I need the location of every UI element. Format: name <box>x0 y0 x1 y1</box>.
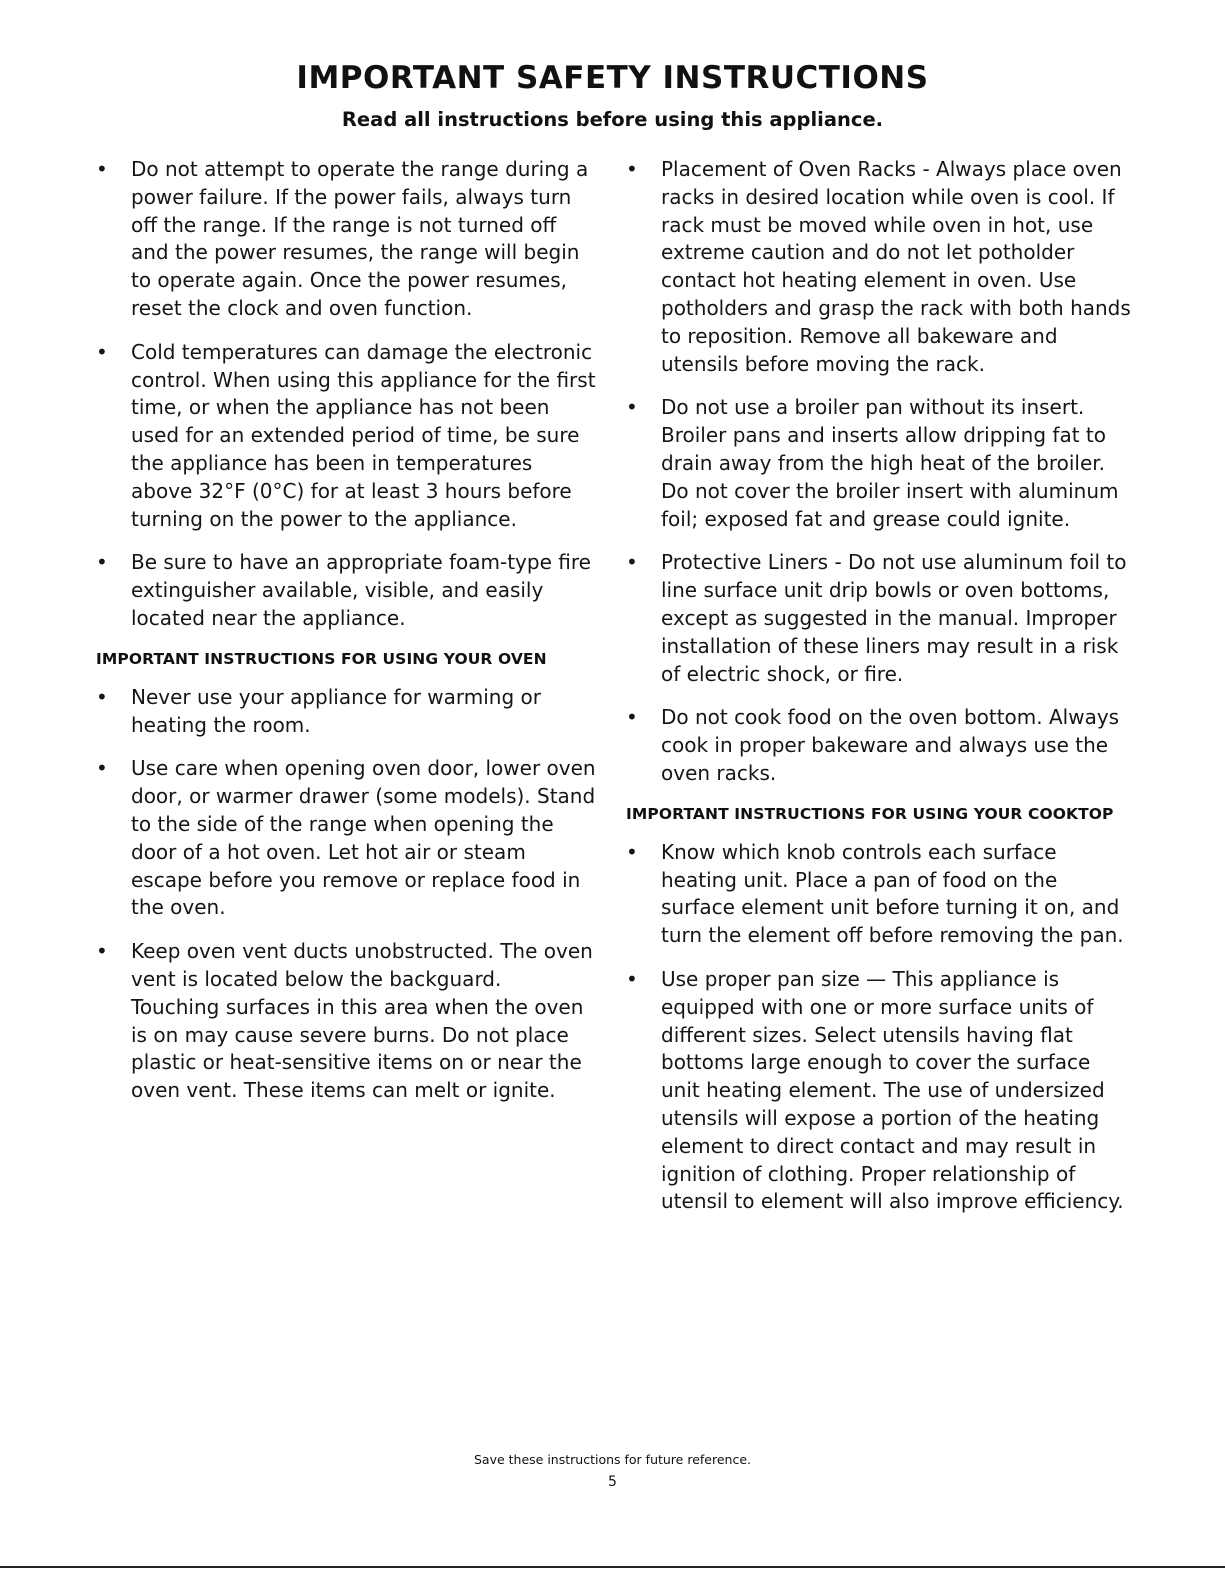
section-heading-cooktop: IMPORTANT INSTRUCTIONS FOR USING YOUR COOKTOP <box>626 804 1114 823</box>
page-subtitle: Read all instructions before using this appliance. <box>341 108 884 131</box>
bullet-icon: • <box>626 550 638 575</box>
list-item <box>626 966 1131 1216</box>
bullet-text: Never use your appliance for warming or heating the room. <box>131 684 541 737</box>
list-item <box>626 549 1131 688</box>
list-item <box>626 704 1131 787</box>
list-item <box>626 394 1131 533</box>
bullet-text: Use proper pan size — This appliance is equipped with one or more surface units of different sizes. Select utensils having flat bottoms large enough to cover the surface unit heating element. The use of undersized utensils will expose a portion of the heating element to direct contact and may result in ignition of clothing. Proper relationship of utensil to element will also improve efficiency. <box>661 966 1124 1214</box>
bullet-text: Do not cook food on the oven bottom. Always cook in proper bakeware and always use the oven racks. <box>661 705 1120 785</box>
page-title: IMPORTANT SAFETY INSTRUCTIONS <box>296 60 929 96</box>
bullet-text: Cold temperatures can damage the electronic control. When using this appliance for the first time, or when the appliance has not been used for an extended period of time, be sure the appliance has been in temperatures above 32°F (0°C) for at least 3 hours before turning on the power to the appliance. <box>131 339 596 531</box>
bullet-text: Do not attempt to operate the range during a power failure. If the power fails, always turn off the range. If the range is not turned off and the power resumes, the range will begin to operate again. Once the power resumes, reset the clock and oven function. <box>131 157 589 320</box>
bullet-text: Know which knob controls each surface heating unit. Place a pan of food on the surface element unit before turning it on, and turn the element off before removing the pan. <box>661 839 1124 948</box>
bullet-text: Placement of Oven Racks - Always place oven racks in desired location while oven is cool. If rack must be moved while oven in hot, use extreme caution and do not let potholder contact hot heating element in oven. Use potholders and grasp the rack with both hands to reposition. Remove all bakeware and utensils before moving the rack. <box>661 157 1131 376</box>
list-item <box>96 938 596 1105</box>
list-item <box>96 339 596 534</box>
bullet-icon: • <box>626 966 638 991</box>
bullet-text: Do not use a broiler pan without its insert. Broiler pans and inserts allow dripping fat to drain away from the high heat of the broiler. Do not cover the broiler insert with aluminum foil; exposed fat and grease could ignite. <box>661 395 1119 531</box>
page-number: 5 <box>608 1474 617 1490</box>
list-item <box>96 549 596 632</box>
bullet-text: Protective Liners - Do not use aluminum foil to line surface unit drip bowls or oven bottoms, except as suggested in the manual. Improper installation of these liners may result in a risk of electric shock, or fire. <box>661 550 1127 686</box>
bullet-icon: • <box>96 157 108 181</box>
bullet-icon: • <box>626 395 638 420</box>
bullet-icon: • <box>96 550 108 575</box>
bullet-text: Be sure to have an appropriate foam-type fire extinguisher available, visible, and easily located near the appliance. <box>131 550 591 630</box>
list-item <box>96 755 596 922</box>
left-column <box>96 156 596 1121</box>
list-item <box>96 156 596 323</box>
list-item <box>96 684 596 740</box>
bullet-text: Use care when opening oven door, lower oven door, or warmer drawer (some models). Stand to the side of the range when opening the door of a hot oven. Let hot air or steam escape before you remove or replace food in the oven. <box>131 756 596 920</box>
bullet-icon: • <box>96 939 108 964</box>
section-heading-oven: IMPORTANT INSTRUCTIONS FOR USING YOUR OVEN <box>96 649 547 668</box>
bottom-divider <box>0 1566 1225 1568</box>
bullet-icon: • <box>626 157 638 181</box>
right-column <box>626 156 1131 1232</box>
list-item <box>626 839 1131 950</box>
bullet-icon: • <box>96 684 108 709</box>
bullet-icon: • <box>96 339 108 364</box>
bullet-icon: • <box>626 705 638 730</box>
bullet-text: Keep oven vent ducts unobstructed. The oven vent is located below the backguard. Touching surfaces in this area when the oven is on may cause severe burns. Do not place plastic or heat-sensitive items on or near the oven vent. These items can melt or ignite. <box>131 939 593 1103</box>
bullet-icon: • <box>96 756 108 781</box>
list-item <box>626 156 1131 378</box>
bullet-icon: • <box>626 839 638 864</box>
footer-note: Save these instructions for future reference. <box>473 1452 751 1467</box>
